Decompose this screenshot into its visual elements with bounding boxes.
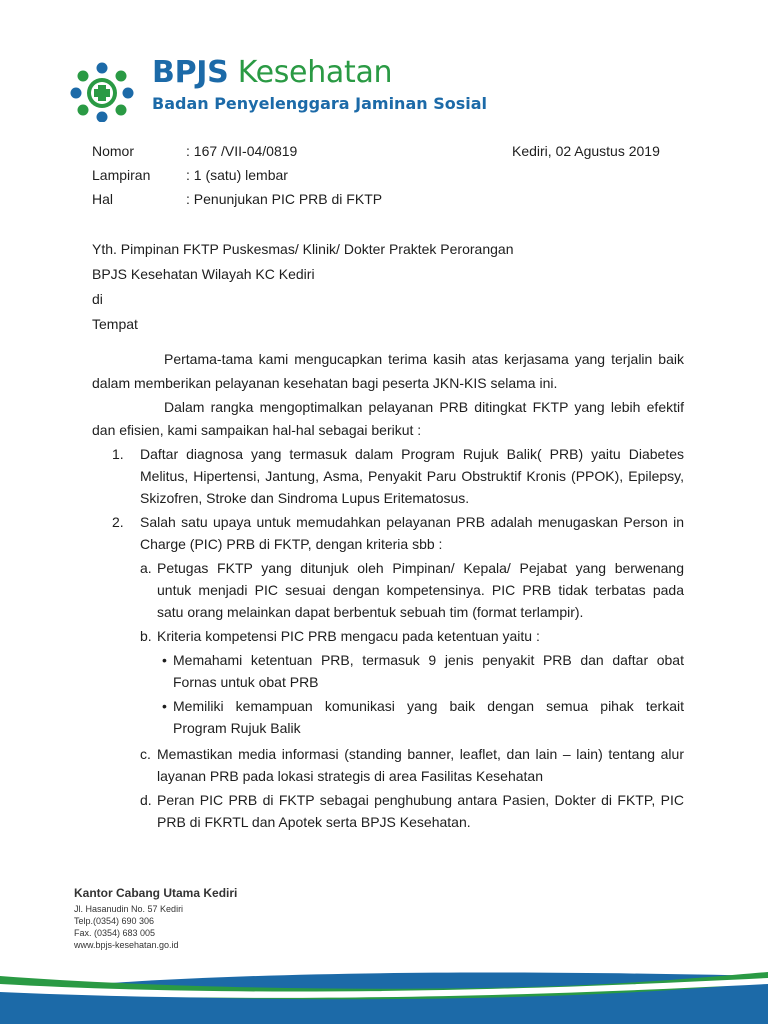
item-a-line-2: untuk menjadi PIC sesuai dengan kompetensinya. PIC PRB tidak terbatas pada xyxy=(157,582,684,598)
item-1-line-2: Melitus, Hipertensi, Jantung, Asma, Penyakit Paru Obstruktif Kronis (PPOK), Epilepsy, xyxy=(140,468,684,484)
office-website[interactable]: www.bpjs-kesehatan.go.id xyxy=(74,940,179,950)
item-c-line-2: layanan PRB pada lokasi strategis di area Fasilitas Kesehatan xyxy=(157,768,543,784)
item-d-label: d. xyxy=(140,792,152,808)
item-1-number: 1. xyxy=(112,446,124,462)
lampiran-value: : 1 (satu) lembar xyxy=(186,167,288,183)
lampiran-label: Lampiran xyxy=(92,167,151,183)
item-c-line-1: Memastikan media informasi (standing banner, leaflet, dan lain – lain) tentang alur xyxy=(157,746,684,762)
item-b-label: b. xyxy=(140,628,152,644)
recipient-line-1: Yth. Pimpinan FKTP Puskesmas/ Klinik/ Dokter Praktek Perorangan xyxy=(92,241,514,257)
item-a-line-1: Petugas FKTP yang ditunjuk oleh Pimpinan/ Kepala/ Pejabat yang berwenang xyxy=(157,560,684,576)
item-2-line-1: Salah satu upaya untuk memudahkan pelayanan PRB adalah menugaskan Person in xyxy=(140,514,684,530)
office-address: Jl. Hasanudin No. 57 Kediri xyxy=(74,904,184,914)
bullet-1-line-2: Fornas untuk obat PRB xyxy=(173,674,319,690)
bullet-1-icon: • xyxy=(162,652,167,668)
brand-bpjs: BPJS xyxy=(152,55,229,90)
office-telp: Telp.(0354) 690 306 xyxy=(74,916,155,926)
item-2-number: 2. xyxy=(112,514,124,530)
brand-subtitle: Badan Penyelenggara Jaminan Sosial xyxy=(152,94,487,113)
bullet-2-icon: • xyxy=(162,698,167,714)
item-1-line-1: Daftar diagnosa yang termasuk dalam Program Rujuk Balik( PRB) yaitu Diabetes xyxy=(140,446,684,462)
recipient-line-2: BPJS Kesehatan Wilayah KC Kediri xyxy=(92,266,315,282)
para-2-line-2: dan efisien, kami sampaikan hal-hal sebagai berikut : xyxy=(92,422,422,438)
item-a-line-3: satu orang melainkan dapat berbentuk sebuah tim (format terlampir). xyxy=(157,604,584,620)
item-d-line-2: PRB di FKRTL dan Apotek serta BPJS Kesehatan. xyxy=(157,814,471,830)
bullet-2-line-1: Memiliki kemampuan komunikasi yang baik dengan semua pihak terkait xyxy=(173,698,684,714)
bpjs-logo-icon xyxy=(68,62,136,122)
hal-value: : Penunjukan PIC PRB di FKTP xyxy=(186,191,383,207)
bullet-1-line-1: Memahami ketentuan PRB, termasuk 9 jenis penyakit PRB dan daftar obat xyxy=(173,652,684,668)
para-2-line-1: Dalam rangka mengoptimalkan pelayanan PRB ditingkat FKTP yang lebih efektif xyxy=(164,399,684,415)
recipient-line-3: di xyxy=(92,291,103,307)
office-name: Kantor Cabang Utama Kediri xyxy=(74,886,238,900)
recipient-line-4: Tempat xyxy=(92,316,138,332)
brand-kesehatan: Kesehatan xyxy=(237,55,393,90)
nomor-label: Nomor xyxy=(92,143,135,159)
item-2-line-2: Charge (PIC) PRB di FKTP, dengan kriteria sbb : xyxy=(140,536,443,552)
item-a-label: a. xyxy=(140,560,152,576)
letter-date: Kediri, 02 Agustus 2019 xyxy=(512,143,660,159)
para-1-line-1: Pertama-tama kami mengucapkan terima kasih atas kerjasama yang terjalin baik xyxy=(164,351,684,367)
item-d-line-1: Peran PIC PRB di FKTP sebagai penghubung antara Pasien, Dokter di FKTP, PIC xyxy=(157,792,684,808)
office-fax: Fax. (0354) 683 005 xyxy=(74,928,156,938)
para-1-line-2: dalam memberikan pelayanan kesehatan bagi peserta JKN-KIS selama ini. xyxy=(92,375,558,391)
item-c-label: c. xyxy=(140,746,151,762)
item-1-line-3: Skizofren, Stroke dan Sindroma Lupus Eritematosus. xyxy=(140,490,470,506)
item-b-line-1: Kriteria kompetensi PIC PRB mengacu pada ketentuan yaitu : xyxy=(157,628,540,644)
brand-name xyxy=(152,55,392,91)
hal-label: Hal xyxy=(92,191,114,207)
nomor-value: : 167 /VII-04/0819 xyxy=(186,143,298,159)
footer-wave-band xyxy=(0,962,768,1024)
bullet-2-line-2: Program Rujuk Balik xyxy=(173,720,301,736)
